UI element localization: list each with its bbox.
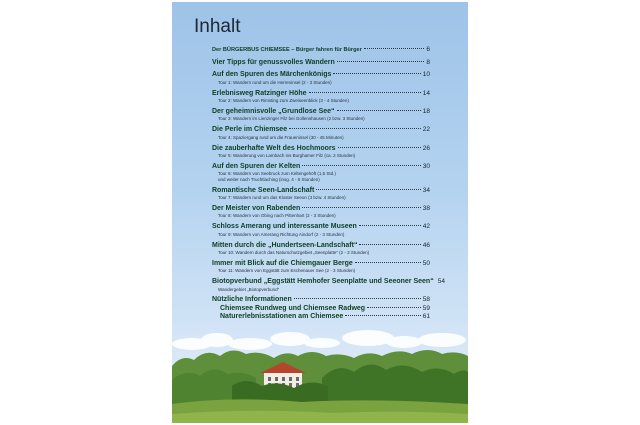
page-number[interactable]: 18 [422,107,430,115]
page-number[interactable]: 50 [422,259,430,267]
toc-entry-row[interactable] [212,145,430,154]
tour-description: Tour 5: Wanderung von Lambach ins Burghamer Filz (ca. 2 Stunden) [218,153,356,158]
dot-leader [355,262,421,263]
toc-heading[interactable]: Mitten durch die „Hundertseen-Landschaft“ [212,241,358,249]
toc-entry-row[interactable] [212,242,430,251]
toc-entry[interactable] [212,59,430,68]
page-number[interactable]: 54 [437,278,445,286]
tour-description: Tour 7: Wandern rund um das Kloster Seeon (3 bzw. 4 Stunden) [218,195,346,201]
tour-description: Tour 9: Wandern von Amerang Richtung Aindorf (2 - 3 Stunden) [218,231,345,237]
dot-leader [367,307,421,308]
page-number[interactable]: 30 [422,162,430,170]
toc-heading[interactable]: Der BÜRGERBUS CHIEMSEE – Bürger fahren für Bürger [212,47,362,53]
toc-entry-row[interactable] [212,296,430,305]
toc-entry[interactable] [212,90,430,104]
dot-leader [333,73,420,74]
toc-entry-row[interactable] [212,126,430,135]
tour-description: Tour 4: Spaziergang rund um die Fraueninsel (30 - 45 Minuten) [218,134,344,140]
toc-heading[interactable]: Romantische Seen-Landschaft [212,186,315,194]
toc-subheading[interactable]: Chiemsee Rundweg und Chiemsee Radweg [220,304,366,312]
page-number[interactable]: 38 [422,204,430,212]
tour-description: Tour 11: Wandern von Eggstätt zum Eschenauer See (2 - 3 Stunden) [218,268,356,274]
dot-leader [309,92,421,93]
dot-leader [337,110,421,111]
toc-entry-row[interactable] [212,59,430,68]
toc-entry[interactable] [212,71,430,85]
tour-description: Wandergebiet „Biotopverbund“ [218,286,280,292]
toc-entry[interactable] [212,187,430,201]
page-number[interactable]: 14 [422,89,430,97]
dot-leader [345,315,420,316]
toc-entry-row[interactable] [212,90,430,99]
toc-entry-row[interactable] [212,108,430,117]
clouds [172,330,466,350]
toc-heading[interactable]: Immer mit Blick auf die Chiemgauer Berge [212,259,353,267]
toc-heading[interactable]: Schloss Amerang und interessante Museen [212,223,357,231]
page-number[interactable]: 10 [422,71,430,79]
toc-heading[interactable]: Biotopverbund „Eggstätt Hemhofer Seenplatte und Seeoner Seen“ [212,278,434,286]
page-number[interactable]: 61 [422,313,430,321]
dot-leader [302,165,420,166]
toc-entry[interactable] [212,163,430,183]
page-number[interactable]: 42 [422,223,430,231]
toc-entry-row[interactable] [212,187,430,196]
page-number[interactable]: 22 [422,126,430,134]
tour-description: Tour 10: Wandern durch das Naturschutzgebiet „Seenplatte“ (2 - 3 Stunden) [218,250,370,255]
toc-entry-row[interactable] [212,163,430,172]
toc-entry[interactable] [212,242,430,256]
toc-entry[interactable] [212,278,445,292]
page-number[interactable]: 8 [426,58,430,66]
toc-entry-row[interactable] [212,46,430,55]
toc-entry[interactable] [212,126,430,140]
toc-heading[interactable]: Nützliche Informationen [212,296,292,304]
toc-heading[interactable]: Die zauberhafte Welt des Hochmoors [212,144,336,152]
landscape-photo [172,320,468,423]
dot-leader [359,225,421,226]
toc-entry[interactable] [212,305,430,314]
tour-description: und weiter nach Truchtlaching (insg. 4 - 5 Stunden) [218,176,320,182]
toc-entry-row[interactable] [212,278,445,287]
toc-entry-row[interactable] [212,205,430,214]
tour-description: Tour 1: Wandern rund um die Herreninsel (2 - 3 Stunden) [218,79,332,85]
tour-description: Tour 2: Wandern von Rimsting zum Zweiseenblick (3 - 4 Stunden) [218,98,349,104]
toc-heading[interactable]: Auf den Spuren der Kelten [212,162,301,170]
toc-subheading[interactable]: Naturerlebnisstationen am Chiemsee [220,313,344,321]
toc-heading[interactable]: Erlebnisweg Ratzinger Höhe [212,89,307,97]
toc-entry-row[interactable] [212,305,430,314]
toc-entry[interactable] [212,145,430,159]
toc-entry[interactable] [212,108,430,122]
toc-entry[interactable] [212,296,430,305]
toc-entry-row[interactable] [212,223,430,232]
dot-leader [337,61,425,62]
dot-leader [294,298,421,299]
page-number[interactable]: 26 [422,144,430,152]
toc-entry[interactable] [212,205,430,219]
toc-entry[interactable] [212,260,430,274]
toc-heading[interactable]: Vier Tipps für genussvolles Wandern [212,58,335,66]
tour-description: Tour 6: Wandern von Seebruck zum Keltengehöft (1,5 Std.) [218,171,336,177]
page-number[interactable]: 34 [422,186,430,194]
page-number[interactable]: 46 [422,241,430,249]
table-of-contents [212,46,445,322]
toc-heading[interactable]: Auf den Spuren des Märchenkönigs [212,71,332,79]
book-page [172,2,468,423]
dot-leader [302,207,420,208]
toc-entry[interactable] [212,46,430,55]
dot-leader [289,128,421,129]
toc-entry-row[interactable] [212,71,430,80]
dot-leader [316,189,420,190]
page-number[interactable]: 58 [422,296,430,304]
tour-description: Tour 3: Wandern im Lienzinger Filz bei Gollenshausen (2 bzw. 3 Stunden) [218,116,365,122]
toc-heading[interactable]: Der geheimnisvolle „Grundlose See“ [212,107,335,115]
dot-leader [359,244,420,245]
page-number[interactable]: 59 [422,304,430,312]
dot-leader [364,48,425,49]
tour-description: Tour 8: Wandern von Obing nach Pittenhart (2 - 3 Stunden) [218,213,336,219]
toc-heading[interactable]: Der Meister von Rabenden [212,204,301,212]
page-title: Inhalt [194,16,241,37]
toc-entry-row[interactable] [212,260,430,269]
toc-heading[interactable]: Die Perle im Chiemsee [212,126,288,134]
dot-leader [338,147,421,148]
toc-entry[interactable] [212,223,430,237]
page-number[interactable]: 6 [426,46,430,53]
